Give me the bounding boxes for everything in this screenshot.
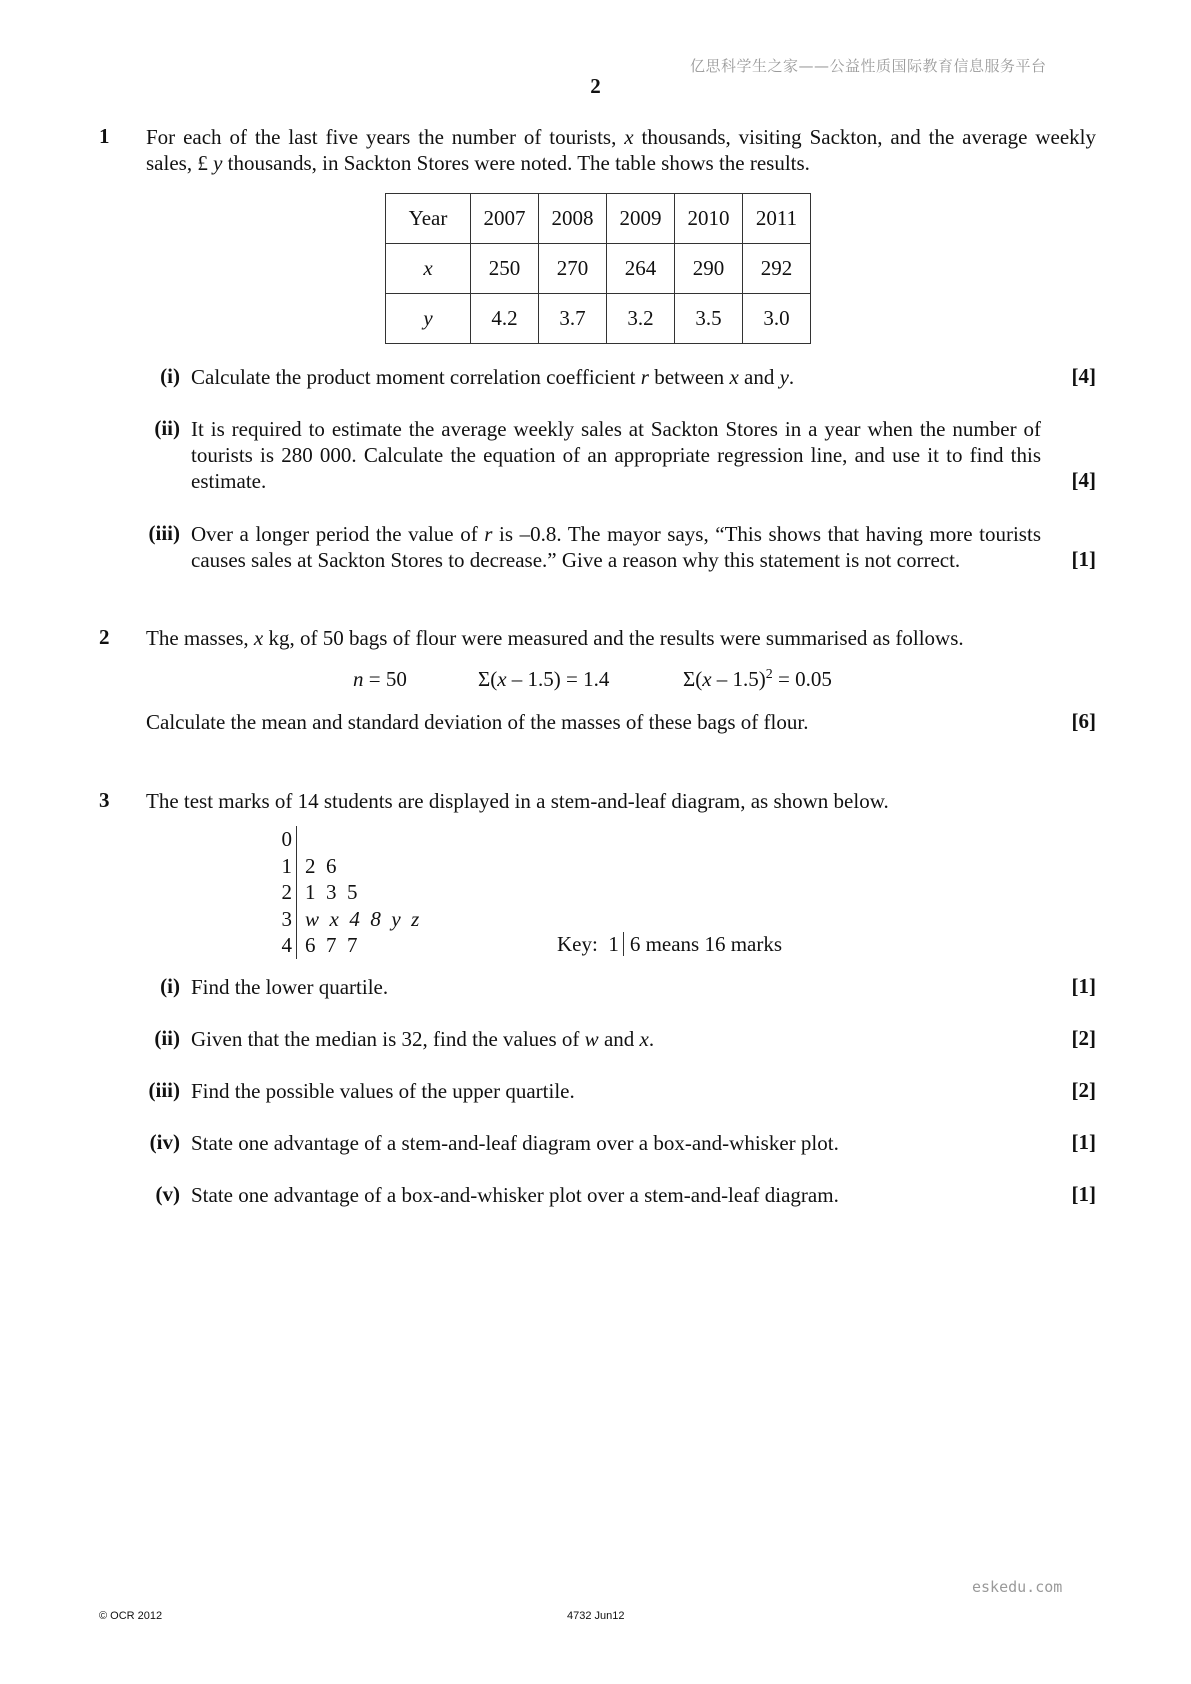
stem-row: 0 [270, 826, 419, 853]
mark-badge: [2] [1071, 1026, 1096, 1050]
question-3-part-label: (ii) [154, 1026, 180, 1050]
question-1-part-label: (iii) [148, 521, 180, 545]
question-2-intro: The masses, x kg, of 50 bags of flour were measured and the results were summarised as follows. [146, 626, 964, 650]
question-1-part-label: (i) [160, 364, 180, 388]
question-1-part-label: (ii) [154, 416, 180, 440]
watermark-text: 亿思科学生之家——公益性质国际教育信息服务平台 [690, 57, 1047, 75]
mark-badge: [4] [1071, 364, 1096, 388]
question-3-part-label: (iv) [149, 1130, 180, 1154]
stem-row: 2 1 3 5 [270, 879, 419, 906]
table-cell: 4.2 [471, 294, 539, 344]
question-2-number: 2 [99, 625, 110, 649]
mark-badge: [1] [1071, 974, 1096, 998]
table-cell: 2007 [471, 194, 539, 244]
table-cell: 292 [743, 244, 811, 294]
stem-leaf-key: Key: 1 6 means 16 marks [557, 932, 783, 956]
question-3-part-i-text: Find the lower quartile. [191, 975, 389, 999]
table-cell: 2008 [539, 194, 607, 244]
table-cell: 2009 [607, 194, 675, 244]
question-3-part-iii-text: Find the possible values of the upper quartile. [191, 1079, 575, 1103]
question-3-part-label: (v) [155, 1182, 180, 1206]
mark-badge: [6] [1071, 709, 1096, 733]
footer-paper-code: 4732 Jun12 [567, 1610, 625, 1622]
stem-and-leaf-diagram [270, 826, 419, 959]
table-cell: 3.5 [675, 294, 743, 344]
question-1-part-iii-text: Over a longer period the value of r is –0.8. The mayor says, “This shows that having more tourists causes sales at Sackton Stores to decrease.” Give a reason why this statement is not correct. [191, 522, 1041, 572]
stem-row: 4 6 7 7 [270, 932, 419, 959]
table-cell: 3.7 [539, 294, 607, 344]
mark-badge: [2] [1071, 1078, 1096, 1102]
page-number: 2 [590, 74, 601, 98]
table-row-year [386, 194, 811, 244]
question-1-number: 1 [99, 124, 110, 148]
formula-n: n = 50 [353, 667, 407, 691]
stem-row: 3 w x 4 8 y z [270, 906, 419, 933]
formula-sum-x: Σ(x – 1.5) = 1.4 [478, 667, 610, 691]
table-cell: 2010 [675, 194, 743, 244]
question-3-part-v-text: State one advantage of a box-and-whisker plot over a stem-and-leaf diagram. [191, 1183, 839, 1207]
question-1-intro: For each of the last five years the number of tourists, x thousands, visiting Sackton, and the average weekly sales, £ y thousands, in Sackton Stores were noted. The table shows the results. [146, 125, 1096, 175]
table-cell: 270 [539, 244, 607, 294]
table-row-y [386, 294, 811, 344]
mark-badge: [4] [1071, 468, 1096, 492]
question-3-intro: The test marks of 14 students are displayed in a stem-and-leaf diagram, as shown below. [146, 789, 889, 813]
question-3-part-iv-text: State one advantage of a stem-and-leaf diagram over a box-and-whisker plot. [191, 1131, 839, 1155]
question-3-part-ii-text: Given that the median is 32, find the values of w and x. [191, 1027, 655, 1051]
table-cell: 290 [675, 244, 743, 294]
stem-row: 1 2 6 [270, 853, 419, 880]
table-header-year: Year [386, 194, 471, 244]
tourist-sales-table [385, 193, 811, 344]
mark-badge: [1] [1071, 547, 1096, 571]
table-cell: 264 [607, 244, 675, 294]
table-cell: 3.2 [607, 294, 675, 344]
question-1-part-i-text: Calculate the product moment correlation coefficient r between x and y. [191, 365, 795, 389]
table-header-x: x [386, 244, 471, 294]
formula-sum-x-squared: Σ(x – 1.5)$^2$ = 0.05 [683, 667, 832, 691]
table-header-y: y [386, 294, 471, 344]
table-cell: 2011 [743, 194, 811, 244]
question-3-part-label: (iii) [148, 1078, 180, 1102]
table-row-x [386, 244, 811, 294]
question-2-text: Calculate the mean and standard deviation of the masses of these bags of flour. [146, 710, 809, 734]
mark-badge: [1] [1071, 1182, 1096, 1206]
table-cell: 250 [471, 244, 539, 294]
mark-badge: [1] [1071, 1130, 1096, 1154]
question-3-part-label: (i) [160, 974, 180, 998]
table-cell: 3.0 [743, 294, 811, 344]
footer-copyright: © OCR 2012 [99, 1610, 163, 1622]
site-watermark: eskedu.com [972, 1578, 1063, 1596]
question-1-part-ii-text: It is required to estimate the average weekly sales at Sackton Stores in a year when the number of tourists is 280 000. Calculate the equation of an appropriate regression line, and use it to find this estimate. [191, 417, 1041, 493]
question-3-number: 3 [99, 788, 110, 812]
